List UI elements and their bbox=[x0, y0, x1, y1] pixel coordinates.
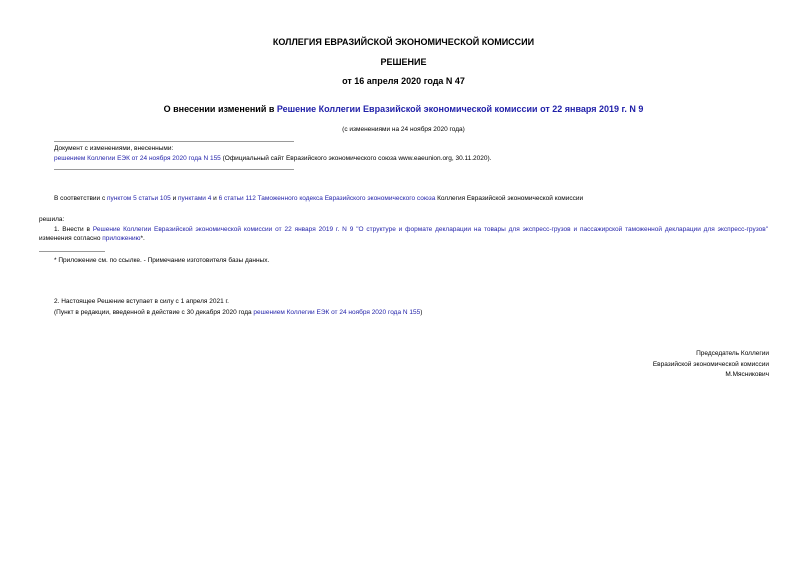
signature-title: Председатель Коллегии bbox=[696, 350, 769, 357]
org-heading: КОЛЛЕГИЯ ЕВРАЗИЙСКОЙ ЭКОНОМИЧЕСКОЙ КОМИССИИ bbox=[272, 37, 535, 47]
changes-intro: Документ с изменениями, внесенными: bbox=[54, 145, 174, 152]
item-2-note-text-2: ) bbox=[420, 309, 423, 316]
document-title bbox=[0, 104, 807, 114]
item-1-text-1: 1. Внести в bbox=[54, 226, 93, 233]
changes-suffix: (Официальный сайт Евразийского экономического союза www.eaeunion.org, 30.11.2020). bbox=[220, 155, 492, 162]
preamble-text-3: и bbox=[211, 195, 219, 202]
preamble-link-1[interactable]: пунктом 5 статьи 105 bbox=[107, 195, 171, 202]
changes-link[interactable]: решением Коллегии ЕЭК от 24 ноября 2020 года N 155 bbox=[54, 155, 221, 162]
preamble bbox=[54, 194, 583, 203]
preamble-text-1: В соответствии с bbox=[54, 195, 108, 202]
doc-date-heading: от 16 апреля 2020 года N 47 bbox=[342, 76, 465, 86]
item-1-link-decision[interactable]: Решение Коллегии Евразийской экономической комиссии от 22 января 2019 г. N 9 "О структуре и формате декларации на товары для экспресс-грузов и пассажирской таможенной декларации для экспресс-грузов" bbox=[92, 226, 768, 233]
title-prefix: О внесении изменений в bbox=[163, 104, 277, 114]
amended-note: (с изменениями на 24 ноября 2020 года) bbox=[342, 126, 465, 133]
item-1-link-appendix[interactable]: приложению bbox=[102, 235, 141, 242]
doc-type-heading: РЕШЕНИЕ bbox=[380, 57, 427, 67]
preamble-text-4: Коллегия Евразийской экономической комиссии bbox=[435, 195, 584, 202]
changes-top-rule bbox=[54, 141, 294, 142]
item-2-note-text-1: (Пункт в редакции, введенной в действие с 30 декабря 2020 года bbox=[54, 309, 254, 316]
item-1 bbox=[39, 225, 768, 243]
item-2: 2. Настоящее Решение вступает в силу с 1 апреля 2021 г. bbox=[54, 298, 229, 305]
item-1-text-2: изменения согласно bbox=[39, 235, 103, 242]
preamble-link-2[interactable]: пунктами 4 bbox=[178, 195, 212, 202]
signature-name: М.Мясникович bbox=[725, 371, 769, 378]
footnote-rule bbox=[39, 251, 105, 252]
decided-label: решила: bbox=[39, 216, 65, 223]
title-link[interactable]: Решение Коллегии Евразийской экономической комиссии от 22 января 2019 г. N 9 bbox=[276, 104, 644, 114]
preamble-link-3[interactable]: 6 статьи 112 Таможенного кодекса Евразийского экономического союза bbox=[218, 195, 436, 202]
item-2-note bbox=[54, 308, 422, 317]
preamble-text-2: и bbox=[170, 195, 179, 202]
footnote: * Приложение см. по ссылке. - Примечание изготовителя базы данных. bbox=[54, 257, 270, 264]
item-2-note-link[interactable]: решением Коллегии ЕЭК от 24 ноября 2020 года N 155 bbox=[253, 309, 421, 316]
changes-entry bbox=[54, 154, 491, 163]
item-1-text-3: *. bbox=[140, 235, 145, 242]
signature-org: Евразийской экономической комиссии bbox=[652, 361, 769, 368]
changes-bottom-rule bbox=[54, 169, 294, 170]
